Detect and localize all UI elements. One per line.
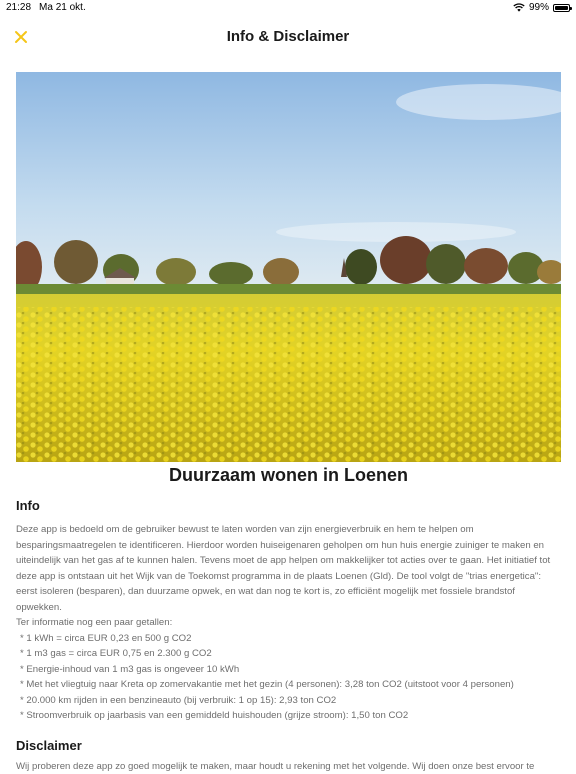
battery-percentage: 99%: [529, 2, 549, 13]
list-item: * Stroomverbruik op jaarbasis van een gemiddeld huishouden (grijze stroom): 1,50 ton CO2: [16, 708, 561, 724]
status-right: [513, 2, 570, 13]
list-item: * 1 m3 gas = circa EUR 0,75 en 2.300 g CO2: [16, 646, 561, 662]
info-heading: Info: [16, 498, 561, 513]
status-bar: [0, 0, 576, 16]
status-left: [6, 2, 86, 13]
battery-icon: [553, 4, 570, 12]
info-paragraph: Deze app is bedoeld om de gebruiker bewust te laten worden van zijn energieverbruik en hem te helpen om besparingsmaatregelen te identificeren. Hierdoor worden huiseigenaren geholpen om hun huis energie zuiniger te maken en uiteindelijk van het gas af te kunnen halen. Tevens moet de app helpen om makkelijker tot acties over te gaan. Het initiatief tot deze app is ontstaan uit het Wijk van de Toekomst programma in de plaats Loenen (Gld). De tool volgt de "trias energetica": eerst isoleren (besparen), dan duurzame opwek, en wat dan nog te kort is, zo efficiënt mogelijk met fossiele brandstof opwekken.: [16, 522, 561, 615]
list-item: * Met het vliegtuig naar Kreta op zomervakantie met het gezin (4 personen): 3,28 ton CO2 (uitstoot voor 4 personen): [16, 677, 561, 693]
list-item: * Energie-inhoud van 1 m3 gas is ongeveer 10 kWh: [16, 662, 561, 678]
list-item: * 1 kWh = circa EUR 0,23 en 500 g CO2: [16, 631, 561, 647]
navigation-bar: [0, 16, 576, 60]
content: [16, 462, 561, 774]
disclaimer-heading: Disclaimer: [16, 738, 561, 753]
nav-title: Info & Disclaimer: [0, 28, 576, 45]
facts-list: [16, 631, 561, 724]
wifi-icon: [513, 3, 525, 12]
list-item: * 20.000 km rijden in een benzineauto (bij verbruik: 1 op 15): 2,93 ton CO2: [16, 693, 561, 709]
disclaimer-text: Wij proberen deze app zo goed mogelijk te maken, maar houdt u rekening met het volgende. Wij doen onze best ervoor te: [16, 759, 561, 774]
status-date: Ma 21 okt.: [39, 2, 86, 13]
rapeseed-field-image: [16, 72, 561, 462]
info-list-intro: Ter informatie nog een paar getallen:: [16, 615, 561, 631]
page-title: Duurzaam wonen in Loenen: [16, 462, 561, 489]
hero-image: [16, 72, 561, 462]
status-time: 21:28: [6, 2, 31, 13]
battery-fill: [555, 6, 568, 10]
